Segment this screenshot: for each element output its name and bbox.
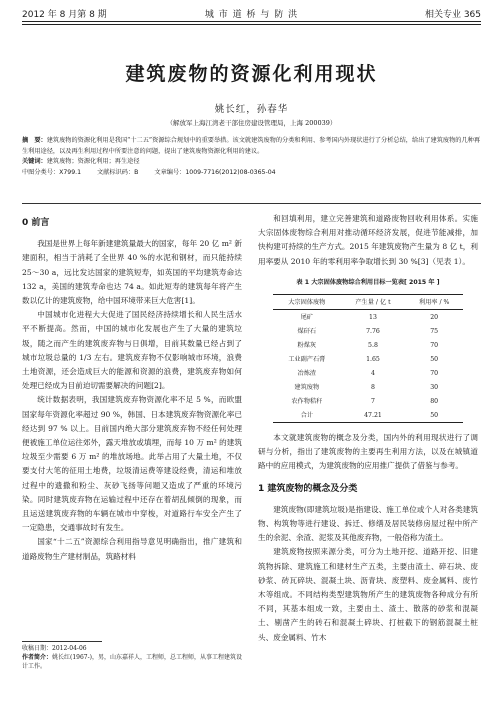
paragraph: 本文就建筑废物的概念及分类，国内外的利用现状进行了调研与分析，指出了建筑废物的主要再生利用方法，以及在城镇道路中的应用模式，为建筑废物的应用推广提供了借鉴与参考。 — [258, 433, 478, 471]
running-header — [22, 7, 481, 21]
keywords — [22, 157, 481, 168]
footnote — [22, 644, 247, 671]
section-heading-intro: 0 前言 — [22, 218, 50, 228]
table-cell: 冶炼渣 — [297, 369, 317, 377]
table-cell: 75 — [430, 327, 439, 335]
received-date: 收稿日期：2012-04-06 — [22, 645, 87, 652]
table-cell: 粉煤灰 — [297, 341, 317, 349]
table-cell: 尾矿 — [300, 313, 313, 321]
table-cell: 5.8 — [368, 341, 378, 349]
article-number: 文章编号：1009-7716(2012)08-0365-04 — [154, 168, 276, 176]
classification-meta — [22, 168, 481, 179]
header-rule-thin — [22, 24, 481, 25]
table-cell: 70 — [430, 341, 439, 349]
paragraph: 统计数据表明，我国建筑废弃物资源化率不足 5 %，而欧盟国家每年资源化率超过 90 %，韩国、日本建筑废弃物资源化率已经达到 97 % 以上。目前国内绝大部分建筑废弃物不经任何处理便被施工单位运往郊外，露天堆放或填埋，而每 10 万 m² 的建筑垃圾至少需要 6 万 m² 的堆放场地。此举占用了大量土地，不仅要支付大笔的征用土地费，垃圾清运费等建设经费，清运和堆放过程中的遗撒和粉尘、灰砂飞扬等问题又造成了严重的环境污染。同时建筑废弃物在运输过程中还存在着胡乱倾倒的现象，而且运送建筑废弃物的车辆在城市中穿梭，对道路行车安全产生了一定隐患，交通事故时有发生。 — [22, 395, 242, 533]
table-cell: 合计 — [300, 411, 313, 419]
paragraph: 建筑废物(即建筑垃圾)是指建设、施工单位或个人对各类建筑物、构筑物等进行建设、拆迁、修缮及居民装修房屋过程中所产生的余泥、余渣、泥浆及其他废弃物，一般俗称为渣土。 — [258, 504, 478, 543]
keywords-text: 建筑废物；资源化利用；再生途径 — [46, 158, 140, 165]
table-cell: 工业副产石膏 — [288, 355, 326, 363]
article-authors: 姚长红，孙春华 — [214, 104, 289, 115]
table-cell: 7.76 — [366, 327, 380, 335]
table-row-total — [273, 408, 463, 423]
table-cell: 建筑废物 — [294, 383, 320, 391]
paragraph: 中国城市化进程大大促进了国民经济持续增长和人民生活水平不断提高。然而，中国的城市化发展也产生了大量的建筑垃圾，随之而产生的建筑废弃物与日俱增，目前其数量已经占到了城市垃圾总量的 1/3 左右。建筑废弃物不仅影响城市环境，浪费土地资源，还会造成巨大的能源和资源的浪费，建筑废弃物如何处理已经成为目前迫切需要解决的问题[2]。 — [22, 310, 242, 391]
paragraph: 和回填利用，建立完善建筑和道路废物回收利用体系。实施大宗固体废物综合利用对推动循环经济发展，促进节能减排，加快构建可持续的生产方式。2015 年建筑废物产生量为 8 亿 t，利用率要从 2010 年的零利用率争取增长到 30 %[3]（见表 1）。 — [258, 214, 478, 266]
table-cell: 50 — [430, 411, 439, 419]
table-header-row — [273, 295, 463, 310]
column-header: 利用率 / % — [418, 298, 450, 306]
header-rule — [22, 21, 481, 22]
table-cell: 1.65 — [366, 355, 380, 363]
left-column — [22, 212, 242, 564]
column-header: 大宗固体废物 — [288, 298, 326, 306]
abstract-label: 摘 要： — [22, 137, 47, 144]
article-affiliation: （解放军上海江湾老干部住房建设管理局，上海 200039） — [166, 119, 337, 127]
table-row — [273, 380, 463, 394]
table-cell: 30 — [430, 383, 439, 391]
table-cell: 20 — [430, 313, 439, 321]
header-issue: 2012 年 8 月第 8 期 — [22, 10, 107, 20]
paragraph: 我国是世界上每年新建建筑量最大的国家，每年 20 亿 m² 新建面积，相当于消耗了全世界 40 %的水泥和钢材，而只能持续 25～30 a，远比发达国家的建筑短寿，如英国的平均建筑寿命达 132 a，美国的建筑寿命也达 74 a。如此短寿的建筑每年将产生数以亿计的建筑废物，给中国环境带来巨大危害[1]。 — [22, 239, 242, 306]
paragraph: 建筑废物按照来源分类，可分为土地开挖、道路开挖、旧建筑物拆除、建筑施工和建材生产五类，主要由渣土、碎石块、废砂浆、砖瓦碎块、混凝土块、沥青块、废塑料、废金属料、废竹木等组成。不同结构类型建筑物所产生的建筑废物各种成分有所不同，其基本组成一致，主要由土、渣土、散落的砂浆和混凝土、剔凿产生的砖石和混凝土碎块、打桩截下的钢筋混凝土桩头、废金属料、竹木 — [258, 547, 478, 642]
abstract-block — [22, 136, 481, 178]
section-heading-1: 1 建筑废物的概念及分类 — [258, 483, 358, 494]
table-cell: 47.21 — [364, 411, 382, 419]
table-cell: 8 — [371, 383, 375, 391]
right-column — [258, 212, 478, 645]
table-caption: 表 1 大宗固体废物综合利用目标一览表[ 2015 年 ] — [296, 278, 440, 286]
header-journal: 城 市 道 桥 与 防 洪 — [204, 10, 299, 20]
paragraph: 国家“十二五”资源综合利用指导意见明确指出，推广建筑和道路废物生产建材制品，筑路材料 — [22, 537, 242, 561]
clc-number: 中图分类号：X799.1 — [22, 168, 82, 176]
table-cell: 7 — [371, 397, 375, 405]
table-cell: 4 — [371, 369, 375, 377]
keywords-label: 关键词： — [22, 158, 47, 165]
table-row — [273, 394, 463, 408]
table-row — [273, 366, 463, 380]
author-bio — [22, 653, 247, 671]
table-cell: 70 — [430, 369, 439, 377]
table-row — [273, 352, 463, 366]
article-title: 建筑废物的资源化利用现状 — [125, 63, 378, 85]
abstract-text: 建筑废物的资源化利用是我国“十二五”资源综合规划中的重要举措。该文就建筑废物的分类和利用、参考国内外现状进行了分析总结，给出了建筑废物的几种再生利用途径，以及再生利用过程中所要注意的问题，提出了建筑废物资源化利用的建议。 — [22, 137, 481, 155]
data-table — [273, 294, 463, 423]
abstract-divider — [22, 203, 481, 204]
table-row — [273, 338, 463, 352]
table-cell: 农作物秸秆 — [291, 397, 323, 405]
table-cell: 80 — [430, 397, 439, 405]
table-cell: 50 — [430, 355, 439, 363]
header-section-page: 相关专业 365 — [424, 10, 481, 20]
author-bio-label: 作者简介： — [22, 654, 53, 661]
table-row — [273, 310, 463, 325]
table-row — [273, 324, 463, 338]
document-code: 文献标识码：B — [97, 168, 139, 176]
table-cell: 13 — [369, 313, 377, 321]
author-bio-text: 姚长红(1967-)，男，山东嘉祥人，工程师，总工程师，从事工程建筑设计工作。 — [22, 654, 242, 670]
table-cell: 煤矸石 — [297, 327, 317, 335]
abstract — [22, 136, 481, 157]
column-header: 产生量 / 亿 t — [355, 298, 391, 306]
footnote-rule — [22, 641, 102, 642]
